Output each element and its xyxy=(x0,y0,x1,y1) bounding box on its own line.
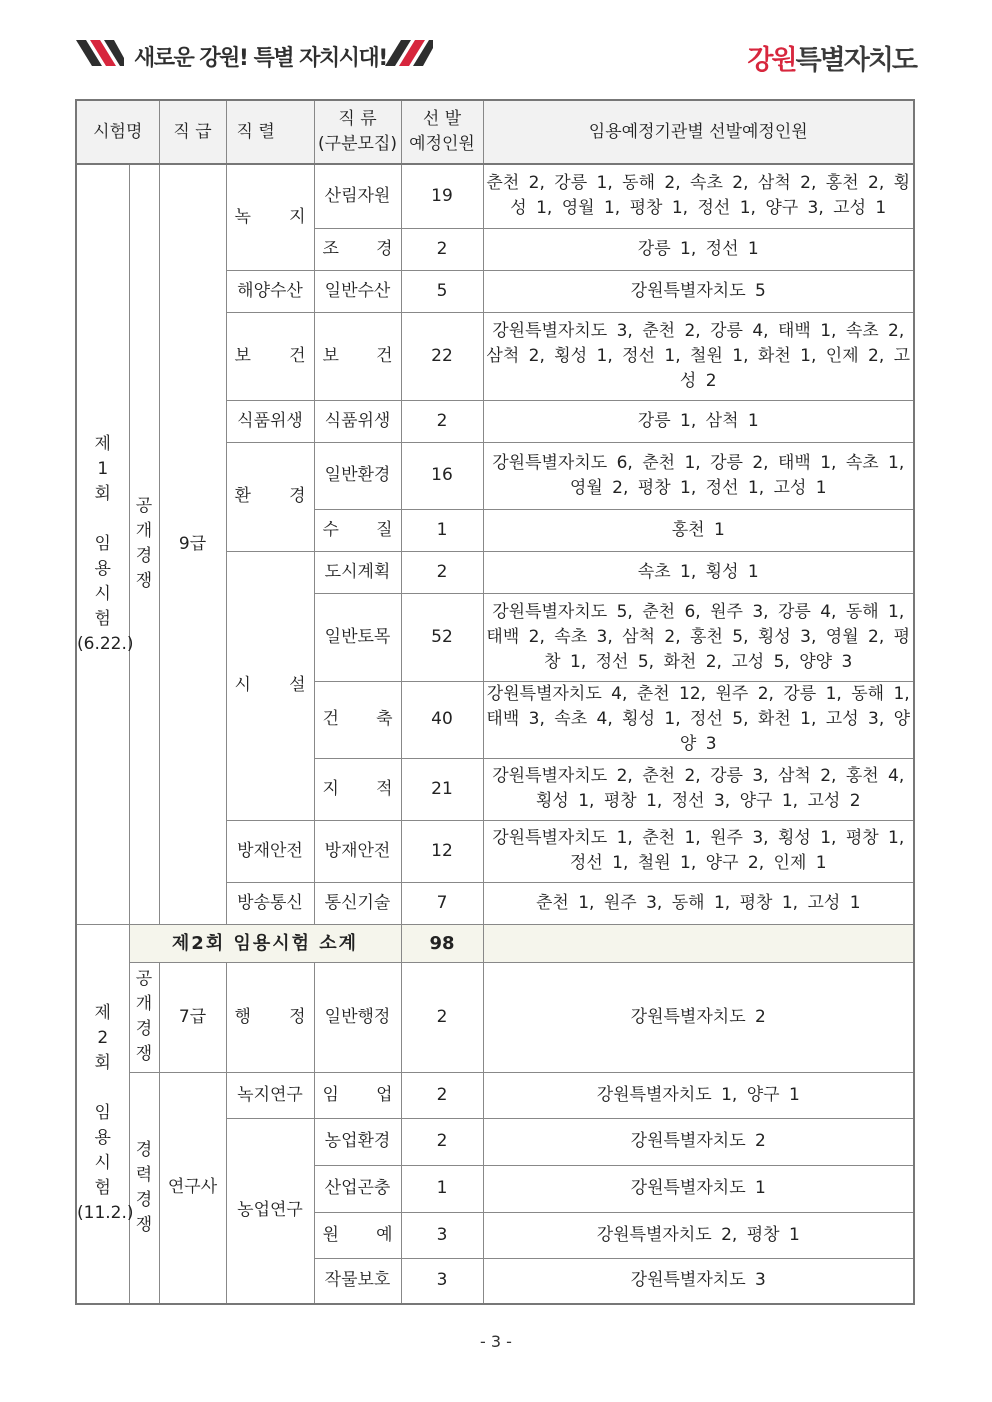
count-cell: 2 xyxy=(401,228,483,270)
brand-logo xyxy=(747,38,916,77)
series-environment: 환 경 xyxy=(226,442,314,551)
header-distribution: 임용예정기관별 선발예정인원 xyxy=(483,100,914,164)
distribution-cell: 강원특별자치도 1 xyxy=(483,1165,914,1212)
count-cell: 1 xyxy=(401,509,483,551)
header-count: 선 발 예정인원 xyxy=(401,100,483,164)
class-cell: 산림자원 xyxy=(314,164,401,228)
page-number: - 3 - xyxy=(480,1332,512,1351)
distribution-cell: 강릉 1, 정선 1 xyxy=(483,228,914,270)
brand-logo-dark: 특별자치도 xyxy=(795,45,916,76)
header-series: 직 렬 xyxy=(226,100,314,164)
count-cell: 2 xyxy=(401,400,483,442)
round2-open-competition: 공 개 경 쟁 xyxy=(129,962,159,1072)
table-header-row xyxy=(76,100,914,164)
recruitment-table xyxy=(75,99,915,1305)
round2-researcher: 연구사 xyxy=(159,1072,226,1304)
class-cell: 일반토목 xyxy=(314,593,401,681)
distribution-cell: 강원특별자치도 6, 춘천 1, 강릉 2, 태백 1, 속초 1, 영월 2, 평창 1, 정선 1, 고성 1 xyxy=(483,442,914,509)
distribution-cell: 강원특별자치도 2, 춘천 2, 강릉 3, 삼척 2, 홍천 4, 횡성 1, 평창 1, 정선 3, 양구 1, 고성 2 xyxy=(483,758,914,820)
count-cell: 5 xyxy=(401,270,483,312)
class-cell: 방재안전 xyxy=(314,820,401,882)
class-cell: 일반행정 xyxy=(314,962,401,1072)
distribution-cell: 강원특별자치도 1, 춘천 1, 원주 3, 횡성 1, 평창 1, 정선 1, 철원 1, 양구 2, 인제 1 xyxy=(483,820,914,882)
header-exam-name: 시험명 xyxy=(76,100,159,164)
series-health: 보 건 xyxy=(226,312,314,400)
distribution-cell: 홍천 1 xyxy=(483,509,914,551)
count-cell: 52 xyxy=(401,593,483,681)
table-row xyxy=(76,962,914,1072)
class-cell: 수 질 xyxy=(314,509,401,551)
distribution-cell: 속초 1, 횡성 1 xyxy=(483,551,914,593)
series-greenery: 녹 지 xyxy=(226,164,314,270)
distribution-cell: 춘천 2, 강릉 1, 동해 2, 속초 2, 삼척 2, 홍천 2, 횡성 1, 영월 1, 평창 1, 정선 1, 양구 3, 고성 1 xyxy=(483,164,914,228)
page-header xyxy=(76,38,916,78)
round2-grade7: 7급 xyxy=(159,962,226,1072)
subtotal-row xyxy=(76,924,914,962)
slogan-stripes-right-icon xyxy=(385,40,433,66)
class-cell: 지 적 xyxy=(314,758,401,820)
series-cell: 식품위생 xyxy=(226,400,314,442)
distribution-cell: 강원특별자치도 5 xyxy=(483,270,914,312)
count-cell: 2 xyxy=(401,551,483,593)
class-cell: 농업환경 xyxy=(314,1118,401,1165)
distribution-cell: 강원특별자치도 5, 춘천 6, 원주 3, 강릉 4, 동해 1, 태백 2, 속초 3, 삼척 2, 홍천 5, 횡성 3, 영월 2, 평창 1, 정선 5, 화천 2, 고성 5, 양양 3 xyxy=(483,593,914,681)
slogan-text: 새로운 강원! 특별 자치시대! xyxy=(134,46,387,71)
table-row xyxy=(76,1072,914,1118)
header-class: 직 류 (구분모집) xyxy=(314,100,401,164)
count-cell: 1 xyxy=(401,1165,483,1212)
class-cell: 작물보호 xyxy=(314,1258,401,1304)
count-cell: 16 xyxy=(401,442,483,509)
distribution-cell: 강원특별자치도 3, 춘천 2, 강릉 4, 태백 1, 속초 2, 삼척 2, 횡성 1, 정선 1, 철원 1, 화천 1, 인제 2, 고성 2 xyxy=(483,312,914,400)
class-cell: 원 예 xyxy=(314,1212,401,1258)
class-cell: 도시계획 xyxy=(314,551,401,593)
series-cell: 방재안전 xyxy=(226,820,314,882)
slogan-stripes-left-icon xyxy=(76,40,124,66)
round1-label: 제 1 회 임 용 시 험 (6.22.) xyxy=(76,164,129,924)
count-cell: 21 xyxy=(401,758,483,820)
class-cell: 조 경 xyxy=(314,228,401,270)
class-cell: 임 업 xyxy=(314,1072,401,1118)
distribution-cell: 강릉 1, 삼척 1 xyxy=(483,400,914,442)
series-cell: 녹지연구 xyxy=(226,1072,314,1118)
series-administration: 행 정 xyxy=(226,962,314,1072)
round2-subtotal-empty xyxy=(483,924,914,962)
header-grade: 직 급 xyxy=(159,100,226,164)
round2-career-competition: 경 력 경 쟁 xyxy=(129,1072,159,1304)
count-cell: 12 xyxy=(401,820,483,882)
count-cell: 2 xyxy=(401,1072,483,1118)
round2-label: 제 2 회 임 용 시 험 (11.2.) xyxy=(76,924,129,1304)
series-cell: 방송통신 xyxy=(226,882,314,924)
distribution-cell: 강원특별자치도 1, 양구 1 xyxy=(483,1072,914,1118)
distribution-cell: 강원특별자치도 2 xyxy=(483,962,914,1072)
distribution-cell: 강원특별자치도 4, 춘천 12, 원주 2, 강릉 1, 동해 1, 태백 3, 속초 4, 횡성 1, 정선 5, 화천 1, 고성 3, 양양 3 xyxy=(483,681,914,758)
count-cell: 40 xyxy=(401,681,483,758)
round1-grade: 9급 xyxy=(159,164,226,924)
distribution-cell: 강원특별자치도 3 xyxy=(483,1258,914,1304)
distribution-cell: 강원특별자치도 2 xyxy=(483,1118,914,1165)
class-cell: 통신기술 xyxy=(314,882,401,924)
count-cell: 3 xyxy=(401,1212,483,1258)
count-cell: 19 xyxy=(401,164,483,228)
series-cell: 해양수산 xyxy=(226,270,314,312)
round2-subtotal-label: 제2회 임용시험 소계 xyxy=(129,924,401,962)
class-cell: 건 축 xyxy=(314,681,401,758)
series-facilities: 시 설 xyxy=(226,551,314,820)
count-cell: 3 xyxy=(401,1258,483,1304)
class-cell: 일반환경 xyxy=(314,442,401,509)
series-cell: 농업연구 xyxy=(226,1118,314,1304)
class-health: 보 건 xyxy=(314,312,401,400)
count-cell: 2 xyxy=(401,962,483,1072)
count-cell: 7 xyxy=(401,882,483,924)
class-cell: 식품위생 xyxy=(314,400,401,442)
distribution-cell: 강원특별자치도 2, 평창 1 xyxy=(483,1212,914,1258)
distribution-cell: 춘천 1, 원주 3, 동해 1, 평창 1, 고성 1 xyxy=(483,882,914,924)
round1-open-competition: 공 개 경 쟁 xyxy=(129,164,159,924)
class-cell: 산업곤충 xyxy=(314,1165,401,1212)
count-cell: 2 xyxy=(401,1118,483,1165)
count-cell: 22 xyxy=(401,312,483,400)
round2-subtotal-value: 98 xyxy=(401,924,483,962)
brand-logo-red: 강원 xyxy=(747,45,796,76)
table-row xyxy=(76,164,914,228)
class-cell: 일반수산 xyxy=(314,270,401,312)
